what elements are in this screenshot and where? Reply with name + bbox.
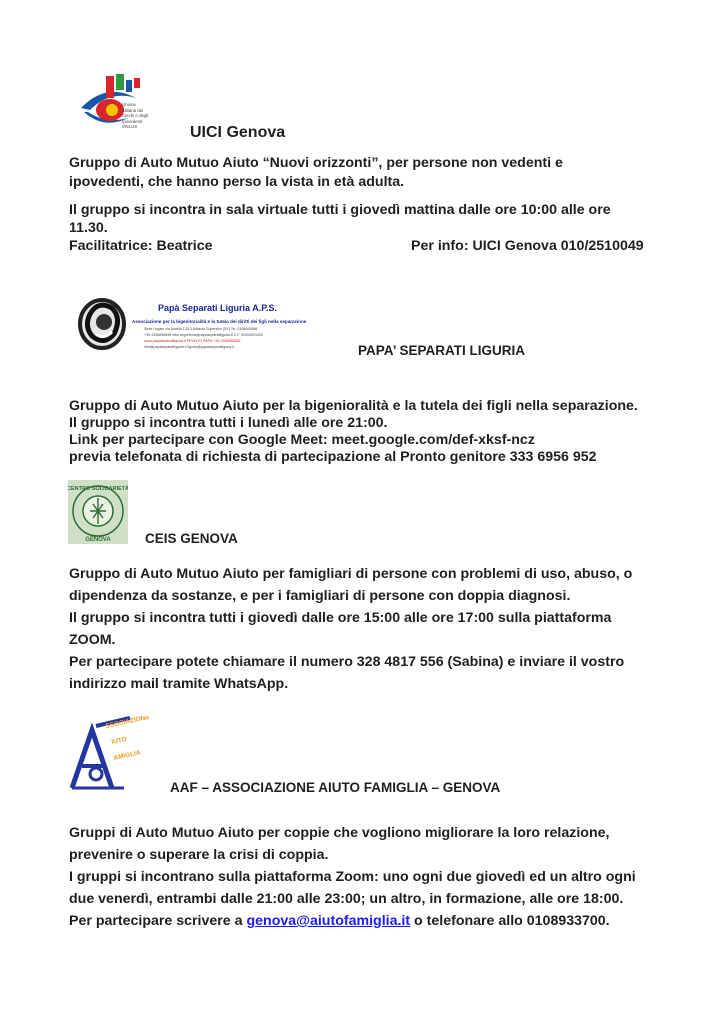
aaf-email-link[interactable]: genova@aiutofamiglia.it (246, 913, 411, 929)
ceis-line: Il gruppo si incontra tutti i giovedì dalle ore 15:00 alle ore 17:00 sulla piattaforma (69, 610, 612, 626)
papa-line: Link per partecipare con Google Meet: meet.google.com/def-xksf-ncz (69, 432, 535, 448)
ceis-logo (68, 480, 128, 544)
uici-logo-line: ONLUS (122, 124, 138, 130)
aaf-contact-prefix: Per partecipare scrivere a (69, 913, 247, 929)
uici-facilitator: Facilitatrice: Beatrice (69, 238, 213, 254)
father-child-icon (74, 294, 130, 350)
ceis-line: ZOOM. (69, 632, 116, 648)
papa-logo-title: Papà Separati Liguria A.P.S. (158, 303, 278, 313)
ceis-logo-bottom: GENOVA (85, 537, 111, 543)
aaf-logo-word: AMIGLIA (112, 749, 142, 762)
uici-logo-line: Ipovedenti (122, 118, 143, 124)
aaf-line: prevenire o superare la crisi di coppia. (69, 847, 329, 863)
aaf-logo-word: SSOCIAZIONE (104, 716, 151, 730)
aaf-line: due venerdì, entrambi dalle 21:00 alle 23:00; un altro, in formazione, alle ore 18:00. (69, 891, 624, 907)
aaf-logo-word: IUTO (110, 735, 128, 746)
uici-desc-line: ipovedenti, che hanno perso la vista in età adulta. (69, 174, 405, 190)
aaf-title: AAF – ASSOCIAZIONE AIUTO FAMIGLIA – GENOVA (170, 780, 501, 795)
uici-logo-line: Unione (122, 102, 136, 107)
papa-logo-line: Sede Legale via Aurelia 13/13 Albisola Superiore (SV) Tel. 0108993986 (144, 327, 258, 331)
papa-logo-line: +39 3338656698 mbs.segreteria@papaseparatiliguria.it C.F. 92004001005 (144, 333, 264, 337)
papa-logo-line: www.papaseparatiliguria.it PRONTO PAPÀ +39 3336956952 (144, 339, 241, 343)
aaf-contact-line (69, 911, 610, 931)
uici-desc-line: Gruppo di Auto Mutuo Aiuto “Nuovi orizzonti”, per persone non vedenti e (69, 155, 563, 171)
papa-logo (74, 292, 346, 354)
ceis-logo-ring: CENTRO SOLIDARIETÀ (68, 486, 128, 492)
aaf-emblem-icon (66, 716, 154, 794)
papa-line: previa telefonata di richiesta di partecipazione al Pronto genitore 333 6956 952 (69, 449, 597, 465)
uici-logo-line: Italiana dei (122, 107, 144, 113)
uici-meet-line: Il gruppo si incontra in sala virtuale tutti i giovedì mattina dalle ore 10:00 alle ore (69, 202, 611, 218)
papa-logo-line: info@papaseparatiliguria.it liguria@papaseparatiliguria.it (144, 345, 235, 349)
aaf-line: Gruppi di Auto Mutuo Aiuto per coppie che vogliono migliorare la loro relazione, (69, 825, 610, 841)
aaf-contact-suffix: o telefonare allo 0108933700. (410, 913, 610, 929)
ceis-title: CEIS GENOVA (145, 531, 238, 546)
papa-title: PAPA’ SEPARATI LIGURIA (358, 343, 526, 358)
ceis-line: Per partecipare potete chiamare il numero 328 4817 556 (Sabina) e inviare il vostro (69, 654, 625, 670)
uici-title: UICI Genova (190, 124, 286, 141)
papa-line: Il gruppo si incontra tutti i lunedì alle ore 21:00. (69, 415, 388, 431)
aaf-logo (66, 716, 154, 794)
ceis-line: indirizzo mail tramite WhatsApp. (69, 676, 289, 692)
aaf-line: I gruppi si incontrano sulla piattaforma Zoom: uno ogni due giovedì ed un altro ogni (69, 869, 636, 885)
papa-line: Gruppo di Auto Mutuo Aiuto per la bigenioralità e la tutela dei figli nella separazione. (69, 398, 638, 414)
uici-logo-line: Ciechi e degli (122, 113, 149, 119)
ceis-line: dipendenza da sostanze, e per i famigliari di persone con doppia diagnosi. (69, 588, 571, 604)
uici-logo (76, 68, 172, 140)
uici-info: Per info: UICI Genova 010/2510049 (411, 238, 644, 254)
papa-logo-subtitle: Associazione per la bigenitorialità e la tutela dei diritti dei figli nella separazione (132, 319, 307, 324)
uici-meet-line: 11.30. (69, 220, 108, 236)
ceis-line: Gruppo di Auto Mutuo Aiuto per famigliari di persone con problemi di uso, abuso, o (69, 566, 633, 582)
ceis-emblem-icon (68, 480, 128, 544)
